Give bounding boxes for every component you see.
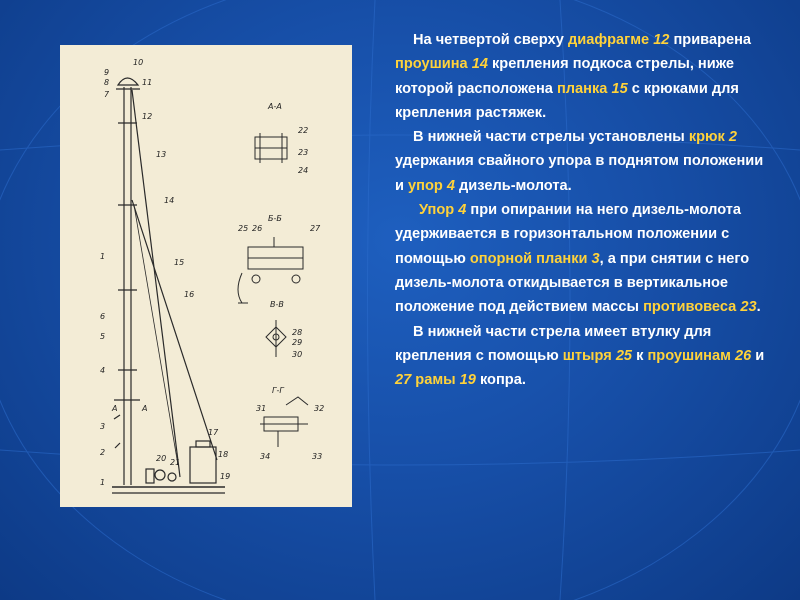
callout-number: 27 [310,224,321,233]
highlighted-term: 3 [591,250,600,267]
callout-number: 28 [292,328,303,337]
boom-head [118,78,138,85]
callout-number: 25 [238,224,249,233]
callout-number: 13 [156,150,167,159]
text-run: На четвертой сверху [413,32,568,48]
callout-number: 1 [100,252,106,261]
text-run: к [632,347,648,364]
section-label: Б-Б [268,214,282,223]
callout-number: 4 [100,366,106,375]
callout-number: 20 [156,454,167,463]
guy-line [132,200,217,460]
callout-number: 2 [100,448,106,457]
callout-number: 29 [292,338,303,347]
paragraph [395,28,767,125]
callout-number: 15 [174,258,185,267]
highlighted-term: 27 [395,372,412,389]
callout-number: 11 [142,78,153,87]
highlighted-term: планка [556,80,608,97]
text-run: удержания свайного упора в поднятом положении и [395,153,764,194]
highlighted-term: 23 [740,299,757,316]
description-text [395,28,767,392]
callout-number: 6 [100,312,106,321]
text-run: , а при снятии с него дизель-молота откидывается в вертикальное положение под действием массы [395,250,750,316]
highlighted-term: штыря [562,347,612,364]
section-mark: А [142,404,148,413]
section-mark: А [112,404,118,413]
callout-number: 14 [164,196,175,205]
callout-number: 9 [104,68,110,77]
callout-number: 32 [314,404,325,413]
callout-number: 3 [100,422,106,431]
callout-number: 30 [292,350,303,359]
paragraph [395,320,767,393]
highlighted-term: рамы [415,372,456,389]
highlighted-term: упор [408,177,443,194]
highlighted-term: 19 [459,372,476,389]
highlighted-term: 14 [471,56,488,73]
callout-number: 24 [298,166,309,175]
highlighted-term: проушина [395,56,468,73]
text-run: В нижней части стрела имеет втулку для крепления с помощью [395,323,712,364]
section-label: A-A [268,102,282,111]
text-run: дизель-молота. [454,177,572,194]
highlighted-term: 12 [653,32,670,48]
highlighted-term: крюк [688,129,725,146]
callout-number: 19 [220,472,231,481]
callout-number: 18 [218,450,229,459]
pile-driver-boom-diagram [60,45,352,507]
callout-number: 21 [170,458,181,467]
highlighted-term: 26 [734,347,752,364]
text-run: и [751,347,765,364]
boom-brace [132,90,180,477]
highlighted-term: 4 [446,177,455,194]
highlighted-term: 4 [458,202,467,219]
callout-number: 22 [298,126,309,135]
text-run: с крюками для крепления растяжек. [395,80,739,121]
callout-number: 26 [252,224,263,233]
text-run: копра. [475,372,526,389]
highlighted-term: диафрагме [567,32,650,48]
text-run: В нижней части стрелы установлены [413,129,689,146]
paragraph [395,198,767,319]
text-run: . [756,299,761,316]
callout-number: 17 [208,428,219,437]
highlighted-term: 15 [611,80,628,97]
callout-number: 7 [104,90,110,99]
callout-number: 31 [256,404,267,413]
callout-number: 1 [100,478,106,487]
callout-number: 16 [184,290,195,299]
callout-number: 34 [260,452,271,461]
highlighted-term: опорной планки [469,250,588,267]
callout-number: 23 [298,148,309,157]
highlighted-term: проушинам [647,347,731,364]
callout-number: 5 [100,332,106,341]
callout-number: 33 [312,452,323,461]
text-run: крепления подкоса стрелы, ниже которой расположена [395,56,734,97]
callout-number: 10 [133,58,144,67]
section-label: Г-Г [272,386,284,395]
highlighted-term: 25 [615,347,633,364]
text-run: при опирании на него дизель-молота удерживается в горизонтальном положении с помощью [395,202,742,267]
technical-drawing [60,45,352,507]
callout-number: 8 [104,78,110,87]
paragraph [395,125,767,198]
highlighted-term: противовеса [643,299,737,316]
text-run: приварена [669,32,752,48]
highlighted-term: Упор [419,202,455,219]
section-label: В-В [270,300,284,309]
highlighted-term: 2 [728,129,738,146]
callout-number: 12 [142,112,153,121]
